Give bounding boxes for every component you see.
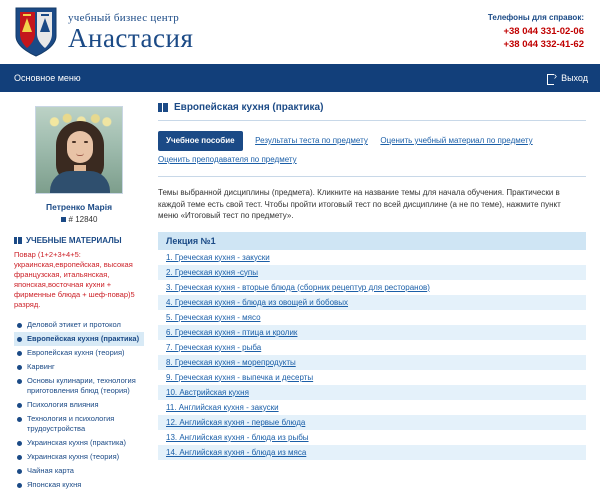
student-id: # 12840 — [14, 215, 144, 224]
sidebar-item-label: Европейская кухня (теория) — [27, 348, 125, 357]
materials-title-label: УЧЕБНЫЕ МАТЕРИАЛЫ — [26, 236, 122, 245]
list-item[interactable] — [158, 445, 586, 460]
topic-link[interactable]: 4. Греческая кухня - блюда из овощей и бобовых — [166, 297, 349, 307]
page-header — [0, 0, 600, 64]
list-item[interactable] — [158, 430, 586, 445]
exit-door-icon — [547, 74, 556, 83]
bullet-icon — [17, 455, 22, 460]
sidebar-item-9[interactable] — [14, 464, 144, 478]
sidebar-item-6[interactable] — [14, 412, 144, 436]
topic-link[interactable]: 1. Греческая кухня - закуски — [166, 252, 270, 262]
topic-link[interactable]: 9. Греческая кухня - выпечка и десерты — [166, 372, 314, 382]
sidebar-item-1[interactable] — [14, 332, 144, 346]
sidebar-subject-list — [14, 318, 144, 492]
course-tabs — [158, 131, 586, 168]
content-divider — [158, 176, 586, 177]
topic-link[interactable]: 13. Английская кухня - блюда из рыбы — [166, 432, 309, 442]
phones-label: Телефоны для справок: — [487, 13, 584, 22]
bullet-icon — [17, 441, 22, 446]
exit-label: Выход — [561, 73, 588, 83]
list-item[interactable] — [158, 325, 586, 340]
bullet-icon — [17, 379, 22, 384]
sidebar-item-label: Основы кулинарии, технология приготовления блюд (теория) — [27, 376, 136, 395]
list-item[interactable] — [158, 370, 586, 385]
tab-rate-teacher[interactable]: Оценить преподавателя по предмету — [158, 155, 297, 164]
avatar — [35, 106, 123, 194]
topic-link[interactable]: 10. Австрийская кухня — [166, 387, 249, 397]
intro-text: Темы выбранной дисциплины (предмета). Кликните на название темы для начала обучения. Практически в каждой теме есть свой тест. Чтобы пройти итоговый тест по всей дисциплине (а не по теме), нажмите пункт меню «Итоговый тест по предмету». — [158, 188, 561, 220]
sidebar — [0, 92, 152, 489]
lecture-header: Лекция №1 — [158, 232, 586, 250]
list-item[interactable] — [158, 265, 586, 280]
page-title — [158, 102, 586, 121]
list-item[interactable] — [158, 385, 586, 400]
book-icon — [158, 103, 168, 112]
sidebar-item-label: Психология влияния — [27, 400, 99, 409]
phone-number-1: +38 044 331-02-06 — [503, 26, 584, 37]
tab-textbook[interactable]: Учебное пособие — [158, 131, 243, 151]
tab-rate-material[interactable]: Оценить учебный материал по предмету — [380, 136, 533, 145]
topic-link[interactable]: 8. Греческая кухня - морепродукты — [166, 357, 296, 367]
exit-button[interactable] — [547, 73, 588, 83]
phone-number-2: +38 044 332-41-62 — [503, 39, 584, 50]
bullet-icon — [17, 323, 22, 328]
sidebar-item-label: Украинская кухня (практика) — [27, 438, 127, 447]
bullet-icon — [17, 417, 22, 422]
list-item[interactable] — [158, 415, 586, 430]
sidebar-item-label: Японская кухня — [27, 480, 82, 489]
list-item[interactable] — [158, 355, 586, 370]
sidebar-item-label: Карвинг — [27, 362, 55, 371]
list-item[interactable] — [158, 295, 586, 310]
list-item[interactable] — [158, 250, 586, 265]
lecture-block — [158, 232, 586, 460]
topic-link[interactable]: 12. Английская кухня - первые блюда — [166, 417, 306, 427]
sidebar-item-label: Деловой этикет и протокол — [27, 320, 121, 329]
coat-of-arms-icon — [14, 6, 58, 58]
topic-link[interactable]: 5. Греческая кухня - мясо — [166, 312, 261, 322]
student-name: Петренко Марія — [45, 202, 113, 212]
bullet-icon — [17, 403, 22, 408]
topic-list — [158, 250, 586, 460]
topic-link[interactable]: 11. Английская кухня - закуски — [166, 402, 279, 412]
sidebar-item-2[interactable] — [14, 346, 144, 360]
main-navbar — [0, 64, 600, 92]
topic-link[interactable]: 6. Греческая кухня - птица и кролик — [166, 327, 298, 337]
sidebar-item-3[interactable] — [14, 360, 144, 374]
bullet-icon — [17, 337, 22, 342]
main-content — [152, 92, 600, 457]
sidebar-item-label: Технология и психология трудоустройства — [27, 414, 115, 433]
page-body — [0, 92, 600, 489]
sidebar-item-label: Украинская кухня (теория) — [27, 452, 120, 461]
list-item[interactable] — [158, 400, 586, 415]
bullet-icon — [17, 469, 22, 474]
list-item[interactable] — [158, 280, 586, 295]
materials-note: Повар (1+2+3+4+5: украинская,европейская, высокая французская, итальянская, японская,восточная кухни + фирменные блюда + шеф-повар)5 разряд. — [14, 250, 135, 309]
sidebar-item-5[interactable] — [14, 398, 144, 412]
bullet-icon — [17, 483, 22, 488]
sidebar-item-8[interactable] — [14, 450, 144, 464]
topic-link[interactable]: 14. Английская кухня - блюда из мяса — [166, 447, 307, 457]
topic-link[interactable]: 2. Греческая кухня -супы — [166, 267, 259, 277]
bullet-icon — [17, 351, 22, 356]
sidebar-item-label: Чайная карта — [27, 466, 74, 475]
brand-title: Анастасия — [68, 23, 194, 53]
square-bullet-icon — [61, 217, 66, 222]
sidebar-item-0[interactable] — [14, 318, 144, 332]
phones-block — [488, 13, 588, 51]
tab-test-results[interactable]: Результаты теста по предмету — [255, 136, 368, 145]
main-menu-button[interactable]: Основное меню — [14, 73, 81, 83]
topic-link[interactable]: 3. Греческая кухня - вторые блюда (сборник рецептур для ресторанов) — [166, 282, 430, 292]
sidebar-item-4[interactable] — [14, 374, 144, 398]
book-icon — [14, 237, 22, 244]
list-item[interactable] — [158, 310, 586, 325]
page-title-label: Европейская кухня (практика) — [174, 102, 324, 113]
list-item[interactable] — [158, 340, 586, 355]
sidebar-item-label: Европейская кухня (практика) — [27, 334, 140, 343]
topic-link[interactable]: 7. Греческая кухня - рыба — [166, 342, 262, 352]
bullet-icon — [17, 365, 22, 370]
brand-subtitle: учебный бизнес центр — [68, 12, 180, 24]
sidebar-item-10[interactable] — [14, 478, 144, 492]
sidebar-item-7[interactable] — [14, 436, 144, 450]
materials-section-title — [14, 236, 144, 245]
brand-block — [68, 12, 193, 52]
